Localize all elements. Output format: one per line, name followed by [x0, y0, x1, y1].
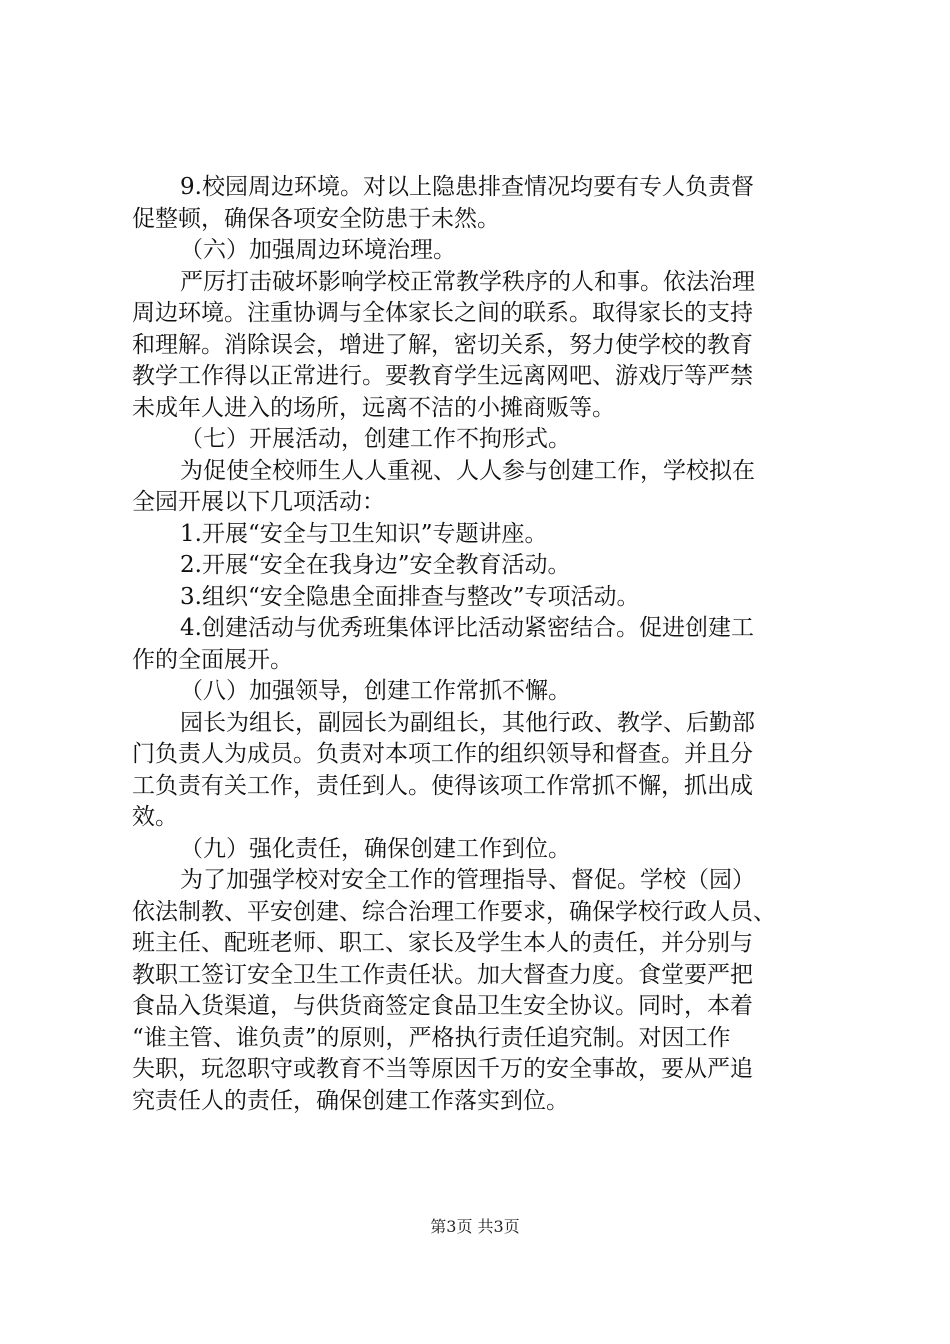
text-line: 班主任、配班老师、职工、家长及学生本人的责任，并分别与 [132, 930, 753, 956]
text-line: 门负责人为成员。负责对本项工作的组织领导和督查。并且分 [132, 741, 753, 767]
text-line: 教学工作得以正常进行。要教育学生远离网吧、游戏厅等严禁 [132, 363, 753, 389]
text-line: 作的全面展开。 [132, 646, 293, 673]
text-line: 9.校园周边环境。对以上隐患排查情况均要有专人负责督 [180, 174, 754, 200]
section-heading: （九）强化责任，确保创建工作到位。 [180, 835, 571, 862]
section-heading: （八）加强领导，创建工作常抓不懈。 [180, 678, 571, 704]
list-item: 3.组织“安全隐患全面排查与整改”专项活动。 [180, 583, 640, 610]
text-line: 失职，玩忽职守或教育不当等原因千万的安全事故，要从严追 [132, 1056, 753, 1082]
text-line: 和理解。消除误会，增进了解，密切关系，努力使学校的教育 [132, 331, 753, 358]
text-line: 全园开展以下几项活动： [132, 489, 385, 515]
page-footer: 第3页 共3页 [430, 1217, 520, 1236]
text-line: 周边环境。注重协调与全体家长之间的联系。取得家长的支持 [132, 300, 753, 326]
text-line: “谁主管、谁负责”的原则，严格执行责任追究制。对因工作 [132, 1024, 731, 1051]
text-line: 严厉打击破坏影响学校正常教学秩序的人和事。依法治理 [180, 268, 755, 295]
text-line: 为了加强学校对安全工作的管理指导、督促。学校（园） [180, 867, 755, 893]
list-item: 2.开展“安全在我身边”安全教育活动。 [180, 552, 571, 578]
text-line: 为促使全校师生人人重视、人人参与创建工作，学校拟在 [180, 457, 755, 484]
text-line: 工负责有关工作，责任到人。使得该项工作常抓不懈，抓出成 [132, 772, 753, 799]
text-line: 食品入货渠道，与供货商签定食品卫生安全协议。同时，本着 [132, 993, 753, 1019]
text-line: 未成年人进入的场所，远离不洁的小摊商贩等。 [132, 394, 615, 421]
list-item: 4.创建活动与优秀班集体评比活动紧密结合。促进创建工 [180, 615, 754, 641]
text-line: 究责任人的责任，确保创建工作落实到位。 [132, 1087, 569, 1114]
text-line: 效。 [132, 804, 178, 830]
text-line: 教职工签订安全卫生工作责任状。加大督查力度。食堂要严把 [132, 961, 753, 988]
text-line: 园长为组长，副园长为副组长，其他行政、教学、后勤部 [180, 709, 755, 736]
section-heading: （七）开展活动，创建工作不拘形式。 [180, 426, 571, 452]
document-body [132, 172, 832, 1117]
text-line: 依法制教、平安创建、综合治理工作要求，确保学校行政人员、 [132, 898, 776, 925]
text-line: 促整顿，确保各项安全防患于未然。 [132, 205, 500, 232]
section-heading: （六）加强周边环境治理。 [180, 237, 456, 263]
list-item: 1.开展“安全与卫生知识”专题讲座。 [180, 520, 548, 547]
